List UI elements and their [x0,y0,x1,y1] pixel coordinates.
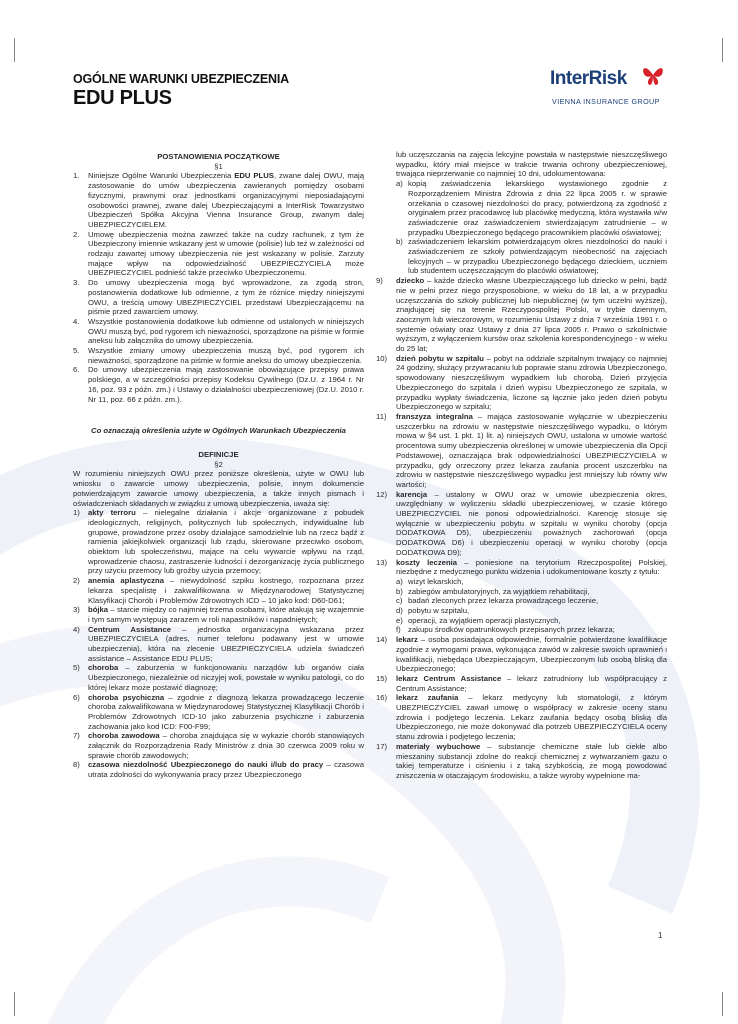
item-text-post: , zwane dalej OWU, mają zastosowanie do umów ubezpieczenia zawieranych pomiędzy osobami fizycznymi, prawnymi oraz jednostkami organizacyjnymi nieposiadającymi osobowości prawnej, zwane dalej Ubezpieczającymi a InterRisk Towarzystwo Ubezpieczeń Spółka Akcyjna Vienna Insurance Group, zwanym dalej UBEZPIECZYCIELEM. [88,171,365,229]
right-column [376,150,667,781]
definition-subitem [396,179,667,237]
subitem-text: wizyt lekarskich, [408,576,464,586]
provision-item [73,278,364,317]
definition-item [73,605,364,624]
definition-term: choroba psychiczna [88,692,165,702]
definition-body [88,625,364,664]
definition-body [396,674,667,693]
continuation-sublist [396,179,667,276]
definition-number: 17) [376,741,388,751]
definition-term: lekarz Centrum Assistance [396,673,502,683]
definition-number: 14) [376,635,388,645]
definition-text: – nielegalne działania i akcje organizowane z pobudek ideologicznych, religijnych, politycznych lub społecznych, indywidualne lub grupowe, prowadzone przez osoby działające samodzielnie lub na rzecz bądź z ramienia jakiejkolwiek organizacji lub rządu, skierowane przeciwko osobom, obiektom lub społeczeństwu, mające na celu wywarcie wpływu na rząd, wprowadzenie chaosu, zastraszenie ludności i dezorganizację życia publicznego przy użyciu przemocy lub groźby użycia przemocy; [88,508,364,576]
crop-mark [722,38,723,62]
definition-number: 1) [73,508,80,518]
definition-subitem [396,606,667,616]
definition-item [376,354,667,412]
definition-text: – czasowa utrata zdolności do wykonywania pracy przez Ubezpieczonego [88,760,364,780]
definition-item [73,693,364,732]
definition-text: – pobyt na oddziale szpitalnym trwający co najmniej 24 godziny, służący przywracaniu lub poprawie stanu zdrowia Ubezpieczonego, spowodowany nieszczęśliwym wypadkiem lub chorobą. Dzień przyjęcia Ubezpieczonego do szpitala i dzień wypisu Ubezpieczonego ze szpitala, w przypadku wypłaty świadczenia, liczone są łącznie jako jeden dzień pobytu Ubezpieczonego w szpitalu; [396,353,667,412]
subitem-text: kopią zaświadczenia lekarskiego wystawionego zgodnie z Rozporządzeniem Ministra Zdrowia z dnia 22 lipca 2005 r. w sprawie orzekania o czasowej niezdolności do pracy, potwierdzoną za zgodność z oryginałem przez pracodawcę lub placówkę medyczną, która wystawiła w/w zaświadczenie oraz zaświadczeniem stwierdzającym zatrudnienie – w przypadku Ubezpieczonego będącego pracownikiem placówki oświatowej; [408,179,667,237]
definition-body [396,354,667,412]
definition-number: 12) [376,489,388,499]
left-column [73,148,364,780]
item-number: 5. [73,346,80,356]
item-text [88,171,364,229]
definition-term: materiały wybuchowe [396,741,481,751]
item-number: 1. [73,171,80,181]
provision-item [73,365,364,404]
definition-body [396,693,667,742]
subitem-text: operacji, za wyjątkiem operacji plastycznych, [408,615,561,625]
definition-body [88,508,364,576]
definition-number: 9) [376,276,383,286]
definition-body [396,558,667,636]
definition-text: – lekarz zatrudniony lub współpracujący z Centrum Assistance; [396,673,667,693]
subitem-text: zaświadczeniem lekarskim potwierdzającym okres niezdolności do nauki i zaświadczeniem ze szkoły potwierdzającym nieobecność na zajęciach lekcyjnych – w przypadku Ubezpieczonego będącego dzieckiem, uczniem lub studentem uczęszczającym do placówki oświatowej; [408,237,667,276]
definition-item [376,490,667,558]
definition-item [73,625,364,664]
definition-term: lekarz zaufania [396,693,459,703]
section2-paragraph: §2 [214,459,223,469]
definition-text: – poniesione na terytorium Rzeczpospolitej Polskiej, niezbędne z medycznego punktu widzenia i udokumentowane koszty z tytułu: [396,557,667,577]
document-supertitle: OGÓLNE WARUNKI UBEZPIECZENIA [73,72,289,86]
item-text: Do umowy ubezpieczenia mają zastosowanie obowiązujące przepisy prawa polskiego, a w szczególności przepisy Kodeksu Cywilnego (Dz.U. z 1964 r. Nr 16, poz. 93 z późn. zm.) i Ustawy o działalności ubezpieczeniowej (Dz.U. 2010 r. Nr 11, poz. 66 z późn. zm.). [88,365,364,404]
logo-wordmark: InterRisk [550,68,627,89]
provision-item [73,317,364,346]
definition-term: karencja [396,489,428,499]
provision-item [73,171,364,229]
definition-term: akty terroru [88,508,136,518]
definition-text: – osoba posiadająca odpowiednie, formalnie potwierdzone kwalifikacje zgodnie z wymogami prawa, wykonująca zawód w zakresie swoich uprawnień i kwalifikacji, niebędąca Ubezpieczającym, Ubezpieczonym lub osobą bliską dla Ubezpieczonego; [396,635,667,674]
definition-body [88,576,364,605]
item-text: Umowę ubezpieczenia można zawrzeć także na cudzy rachunek, z tym że Ubezpieczony imiennie wskazany jest w umowie (polisie) lub też w zależności od rodzaju zawartej umowy ubezpieczenia nie jest wskazany w polisie. Zarzuty mające wpływ na odpowiedzialność UBEZPIECZYCIELA może UBEZPIECZYCIEL podnieść także przeciwko Ubezpieczonemu. [88,229,364,278]
definition-term: Centrum Assistance [88,624,171,634]
subitem-text: badań zleconych przez lekarza prowadzącego leczenie, [408,596,599,606]
definition-item [73,731,364,760]
definition-number: 16) [376,693,388,703]
definition-continuation [376,150,667,276]
item-text: Do umowy ubezpieczenia mogą być wprowadzone, za zgodą stron, postanowienia dodatkowe lub odmienne, z tym że różnice między niniejszymi OWU, a treścią umowy UBEZPIECZYCIEL przedstawi Ubezpieczającemu na piśmie przed zawarciem umowy. [88,278,364,317]
definition-item [73,760,364,779]
item-text: Wszystkie postanowienia dodatkowe lub odmienne od ustalonych w niniejszych OWU muszą być, pod rygorem ich nieważności, sporządzone na piśmie w formie aneksu lub załącznika do umowy ubezpieczenia. [88,316,364,346]
definition-item [376,276,667,354]
definition-text: – każde dziecko własne Ubezpieczającego lub dziecko w pełni, bądź nie w pełni przez niego przysposobione, w wieku do 18 lat, a w przypadku uczęszczania do szkoły publicznej lub niepublicznej (w tym uczelni wyższej), znajdującej się na terenie Rzeczypospolitej Polski, w trybie dziennym, zaocznym lub wieczorowym, w rozumieniu Ustawy z dnia 7 września 1991 r. o systemie oświaty oraz Ustawy z dnia 27 lipca 2005 r. Prawo o szkolnictwie wyższym, z wyłączeniem kursów oraz szkolenia korespondencyjnego - w wieku do 25 lat; [396,276,667,354]
definition-subitem [396,237,667,276]
definition-term: bójka [88,605,109,615]
definition-term: dzień pobytu w szpitalu [396,353,484,363]
definition-term: choroba [88,663,119,673]
item-number: 4. [73,316,80,326]
definition-term: dziecko [396,276,425,286]
definition-body [88,663,364,692]
definitions-list [73,508,364,780]
definition-text: – zgodnie z diagnozą lekarza prowadzącego leczenie choroba zakwalifikowana w Międzynarodowej Statystycznej Klasyfikacji Chorób i Problemów Zdrowotnych ICD-10 jako zaburzenia psychiczne i zaburzenia zachowania jako kod ICD: F00-F99; [88,692,365,731]
definition-term: anemia aplastyczna [88,576,164,586]
definition-item [73,663,364,692]
definition-subitem [396,596,667,606]
definition-term: choroba zawodowa [88,731,160,741]
subitem-letter: e) [396,615,403,625]
definition-subitem [396,577,667,587]
section1-heading: POSTANOWIENIA POCZĄTKOWE [157,152,280,161]
definition-number: 13) [376,557,388,567]
definition-item [376,742,667,781]
item-number: 6. [73,365,80,375]
definition-number: 2) [73,576,80,586]
definition-item [376,674,667,693]
section2-heading: DEFINICJE [198,449,239,459]
definition-number: 5) [73,663,80,673]
subitem-letter: d) [396,606,403,616]
section2-intro: W rozumieniu niniejszych OWU przez poniższe określenia, użyte w OWU lub wniosku o zawarcie umowy ubezpieczenia, polisie, innym dokumencie potwierdzającym zawarcie umowy ubezpieczenia, a także innych pismach i oświadczeniach składanych w związku z umową ubezpieczenia, uważa się: [73,469,364,508]
definition-number: 6) [73,692,80,702]
subitem-text: zabiegów ambulatoryjnych, za wyjątkiem rehabilitacji, [408,586,590,596]
definition-body [396,742,667,781]
definition-item [376,412,667,490]
item-number: 2. [73,229,80,239]
page-number: 1 [658,931,663,940]
definition-body [396,490,667,558]
definition-number: 10) [376,353,388,363]
item-text: Wszystkie zmiany umowy ubezpieczenia muszą być, pod rygorem ich nieważności, sporządzone na piśmie w formie aneksu do umowy ubezpieczenia. [88,346,364,365]
definition-text: – choroba znajdująca się w wykazie chorób stanowiących załącznik do Rozporządzenia Rady Ministrów z dnia 30 czerwca 2009 roku w sprawie chorób zawodowych; [88,731,364,760]
definition-body [396,276,667,354]
definition-body [88,731,364,760]
definition-body [88,760,364,779]
definition-body [88,693,364,732]
crop-mark [14,992,15,1016]
product-name: EDU PLUS [234,171,274,181]
subitem-letter: a) [396,179,403,189]
definition-subitem [396,625,667,635]
definition-body [396,412,667,490]
definition-item [376,635,667,674]
definition-text: – starcie między co najmniej trzema osobami, które atakują się wzajemnie i tym samym występują zarazem w roli napastników i napadniętych; [88,605,364,624]
definition-term: franszyza integralna [396,411,473,421]
definitions-caption: Co oznaczają określenia użyte w Ogólnych Warunkach Ubezpieczenia [91,426,346,436]
logo-group-label: VIENNA INSURANCE GROUP [552,97,660,106]
definition-term: koszty leczenia [396,557,458,567]
definition-text: – ustalony w OWU oraz w umowie ubezpieczenia okres, uwzględniany w wyliczeniu składki ubezpieczeniowej, w czasie którego UBEZPIECZYCIEL nie ponosi odpowiedzialności. Karencję stosuje się wyłącznie w ubezpieczeniu pobytu w szpitalu w wyniku choroby (opcja DODATKOWA D5), ubezpieczeniu poważnych zachorowań (opcja DODATKOWA D6) i ubezpieczeniu operacji w wyniku choroby (opcja DODATKOWA D9); [396,489,667,557]
item-text-pre: Niniejsze Ogólne Warunki Ubezpieczenia [88,171,235,181]
subitem-letter: a) [396,576,403,586]
section1-paragraph: §1 [214,161,223,171]
subitem-letter: f) [396,625,401,635]
definition-body [88,605,364,624]
item-number: 3. [73,278,80,288]
definition-term: czasowa niezdolność Ubezpieczonego do nauki i/lub do pracy [88,760,324,770]
definition-text: – mająca zastosowanie wyłącznie w ubezpieczeniu uszczerbku na zdrowiu w następstwie nieszczęśliwego wypadku, o którym mowa w §4 ust. 1 pkt. 1) lit. a) niniejszych OWU, ustalona w umowie wartość procentowa sumy ubezpieczenia określonej w umowie ubezpieczenia dla Opcji Podstawowej, oznaczająca brak odpowiedzialności UBEZPIECZYCIELA w przypadku, gdy orzeczony przez lekarza zaufania procent uszczerbku na zdrowiu w następstwie nieszczęśliwego wypadku jest mniejszy lub równy w/w wartości; [396,411,667,489]
continuation-text: lub uczęszczania na zajęcia lekcyjne powstała w następstwie nieszczęśliwego wypadku, który miał miejsce w trakcie trwania ochrony ubezpieczeniowej, trwająca nieprzerwanie co najmniej 10 dni, udokumentowana: [396,150,667,179]
definition-text: – lekarz medycyny lub stomatologii, z którym UBEZPIECZYCIEL zawarł umowę o współpracy w zakresie oceny stanu zdrowia i podjętego leczenia. Lekarz zaufania będący osobą bliską dla Ubezpieczonego, nie może dokonywać dla potrzeb UBEZPIECZYCIELA oceny stanu zdrowia i podjętego leczenia; [396,693,667,742]
butterfly-logo-icon [640,62,666,88]
subitem-text: pobytu w szpitalu, [408,606,470,616]
definition-text: – zaburzenia w funkcjonowaniu narządów lub organów ciała Ubezpieczonego, niezależnie od niczyjej woli, powstałe w wyniku patologii, co do której lekarz może postawić diagnozę; [88,663,364,692]
definition-number: 4) [73,624,80,634]
interrisk-logo [550,62,670,114]
definition-number: 8) [73,760,80,770]
definition-number: 3) [73,605,80,615]
definition-number: 11) [376,411,387,421]
definition-number: 7) [73,731,80,741]
subitem-letter: b) [396,586,403,596]
definition-number: 15) [376,673,388,683]
definition-item [73,508,364,576]
section1-list [73,171,364,404]
subitem-text: zakupu środków opatrunkowych przepisanych przez lekarza; [408,625,615,635]
definition-item [376,693,667,742]
definition-text: – jednostka organizacyjna wskazana przez UBEZPIECZYCIELA (adres, numer telefonu podawany jest w umowie ubezpieczenia), która na zlecenie UBEZPIECZYCIELA udziela świadczeń assistance – Assistance EDU PLUS; [88,624,364,663]
provision-item [73,230,364,279]
document-title: EDU PLUS [73,87,172,109]
definition-item [376,558,667,636]
crop-mark [14,38,15,62]
crop-mark [722,992,723,1016]
definitions-list-continued [376,276,667,781]
definition-term: lekarz [396,635,418,645]
definition-body [396,635,667,674]
subitem-letter: b) [396,237,403,247]
definition-text: – substancje chemiczne stałe lub ciekłe albo mieszaniny substancji zdolne do reakcji chemicznej z wytwarzaniem gazu o takiej temperaturze i ciśnieniu i z taką szybkością, że mogą powodować zniszczenia w otaczającym środowisku, a także wyroby wypełnione ma- [396,741,667,780]
definition-subitem [396,616,667,626]
definition-text: – niewydolność szpiku kostnego, rozpoznana przez lekarza specjalistę i zakwalifikowana w Międzynarodowej Statystycznej Klasyfikacji Chorób i Problemów Zdrowotnych ICD – 10 jako kod: D60-D61; [88,576,365,605]
definition-item [73,576,364,605]
provision-item [73,346,364,365]
definition-subitem [396,587,667,597]
subitem-letter: c) [396,596,403,606]
